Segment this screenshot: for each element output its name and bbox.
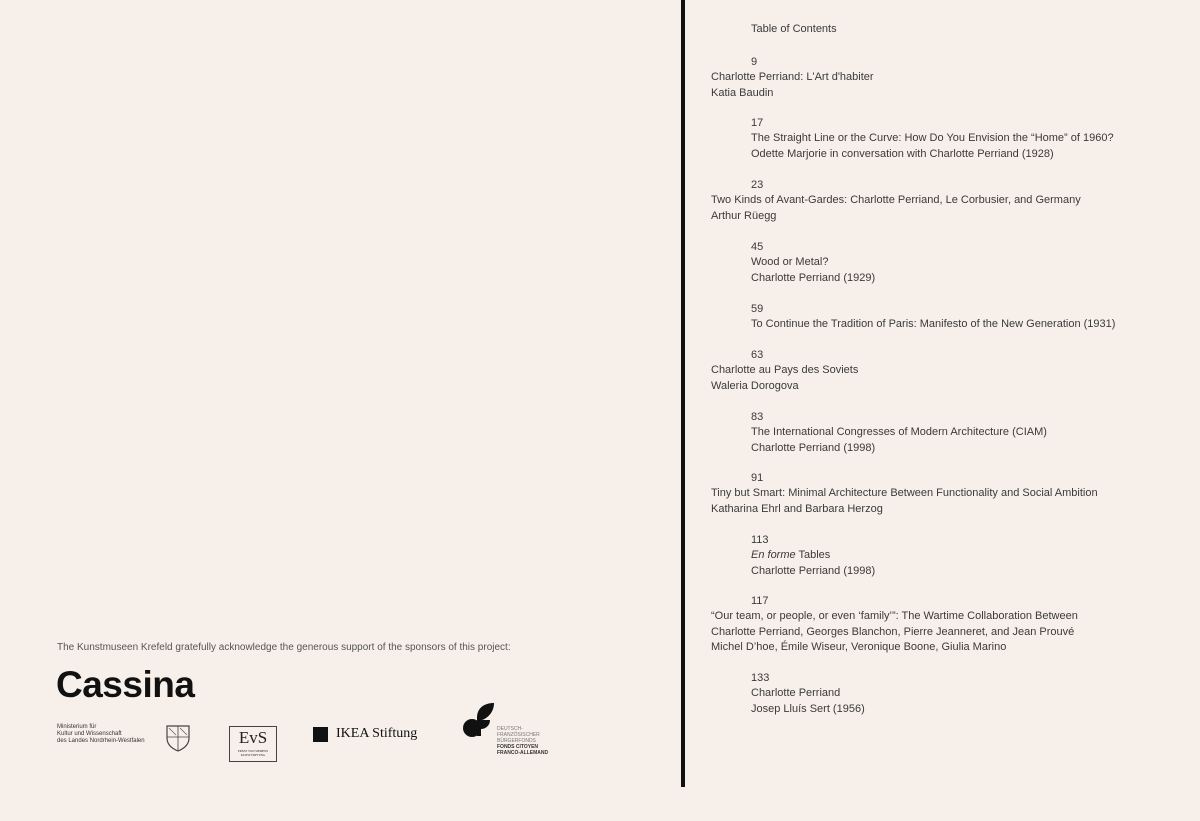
- toc-entry-author: Katharina Ehrl and Barbara Herzog: [711, 502, 883, 515]
- evs-logo-mark: EvS: [238, 728, 268, 747]
- toc-entry-title: Tiny but Smart: Minimal Architecture Between Functionality and Social Ambition: [711, 487, 1098, 500]
- dfb-text-german: DEUTSCH- FRANZÖSISCHER BÜRGERFONDS: [497, 726, 540, 744]
- dfb-emblem-icon: [460, 700, 500, 740]
- toc-entry-title: Charlotte au Pays des Soviets: [711, 364, 859, 377]
- toc-entry-author: Charlotte Perriand (1998): [751, 564, 876, 577]
- toc-entry-title: Two Kinds of Avant-Gardes: Charlotte Perriand, Le Corbusier, and Germany: [711, 194, 1081, 207]
- toc-entry-author: Waleria Dorogova: [711, 379, 799, 392]
- toc-entry-title: The International Congresses of Modern Architecture (CIAM): [751, 426, 1047, 439]
- toc-entry-page: 133: [751, 672, 770, 684]
- toc-entry-page: 83: [751, 411, 764, 423]
- toc-entry-author: Josep Lluís Sert (1956): [751, 702, 865, 715]
- ministry-nrw-logo-text: Ministerium für Kultur und Wissenschaft des Landes Nordrhein-Westfalen: [57, 724, 145, 744]
- cassina-logo: Cassina: [56, 664, 195, 705]
- toc-title: Table of Contents: [751, 23, 837, 35]
- sponsor-logos: [57, 700, 577, 770]
- toc-entry-author: Odette Marjorie in conversation with Charlotte Perriand (1928): [751, 147, 1054, 160]
- toc-entry-page: 113: [751, 534, 769, 546]
- toc-entry-page: 45: [751, 241, 764, 253]
- ikea-stiftung-logo: [313, 726, 417, 742]
- nrw-crest-icon: [165, 724, 191, 752]
- toc-entry-author: Arthur Rüegg: [711, 209, 777, 222]
- toc-entry-page: 59: [751, 303, 764, 315]
- toc-entry-page: 63: [751, 349, 764, 361]
- toc-entry-title: [751, 548, 830, 563]
- toc-entry-author: Charlotte Perriand (1929): [751, 271, 876, 284]
- toc-entry-title-italic: En forme: [751, 549, 796, 562]
- toc-entry-page: 117: [751, 595, 769, 607]
- sponsor-acknowledgement: The Kunstmuseen Krefeld gratefully acknowledge the generous support of the sponsors of this project:: [57, 642, 511, 653]
- toc-entry-title: To Continue the Tradition of Paris: Manifesto of the New Generation (1931): [751, 318, 1116, 331]
- ikea-stiftung-text: IKEA Stiftung: [336, 726, 418, 741]
- toc-entry-title: Charlotte Perriand: L'Art d'habiter: [711, 71, 874, 84]
- toc-entry-author: Michel D’hoe, Émile Wiseur, Veronique Boone, Giulia Marino: [711, 641, 1007, 654]
- toc-entry-author: Charlotte Perriand (1998): [751, 441, 876, 454]
- dfb-text-french: FONDS CITOYEN FRANCO-ALLEMAND: [497, 744, 549, 756]
- dfb-logo: [460, 700, 580, 764]
- toc-entry-title: Charlotte Perriand: [751, 687, 841, 700]
- toc-entry-title: Wood or Metal?: [751, 256, 829, 269]
- toc-entry-page: 9: [751, 56, 758, 68]
- evs-logo-subtitle: ERNST VON SIEMENS KUNSTSTIFTUNG: [237, 749, 269, 757]
- toc-entry-page: 23: [751, 179, 764, 191]
- evs-logo: [229, 726, 277, 762]
- toc-entry-title: “Our team, or people, or even ‘family’”: The Wartime Collaboration Between: [711, 610, 1078, 623]
- toc-entry-page: 91: [751, 472, 764, 484]
- toc-entry-title2: Charlotte Perriand, Georges Blanchon, Pierre Jeanneret, and Jean Prouvé: [711, 625, 1075, 638]
- toc-entry-author: Katia Baudin: [711, 86, 774, 99]
- dfb-text: [497, 726, 548, 756]
- ikea-square-icon: [313, 727, 328, 742]
- toc-entry-title-rest: Tables: [795, 549, 831, 562]
- page-gutter-divider: [681, 0, 685, 787]
- toc-entry-page: 17: [751, 117, 764, 129]
- toc-entry-title: The Straight Line or the Curve: How Do You Envision the “Home” of 1960?: [751, 132, 1114, 145]
